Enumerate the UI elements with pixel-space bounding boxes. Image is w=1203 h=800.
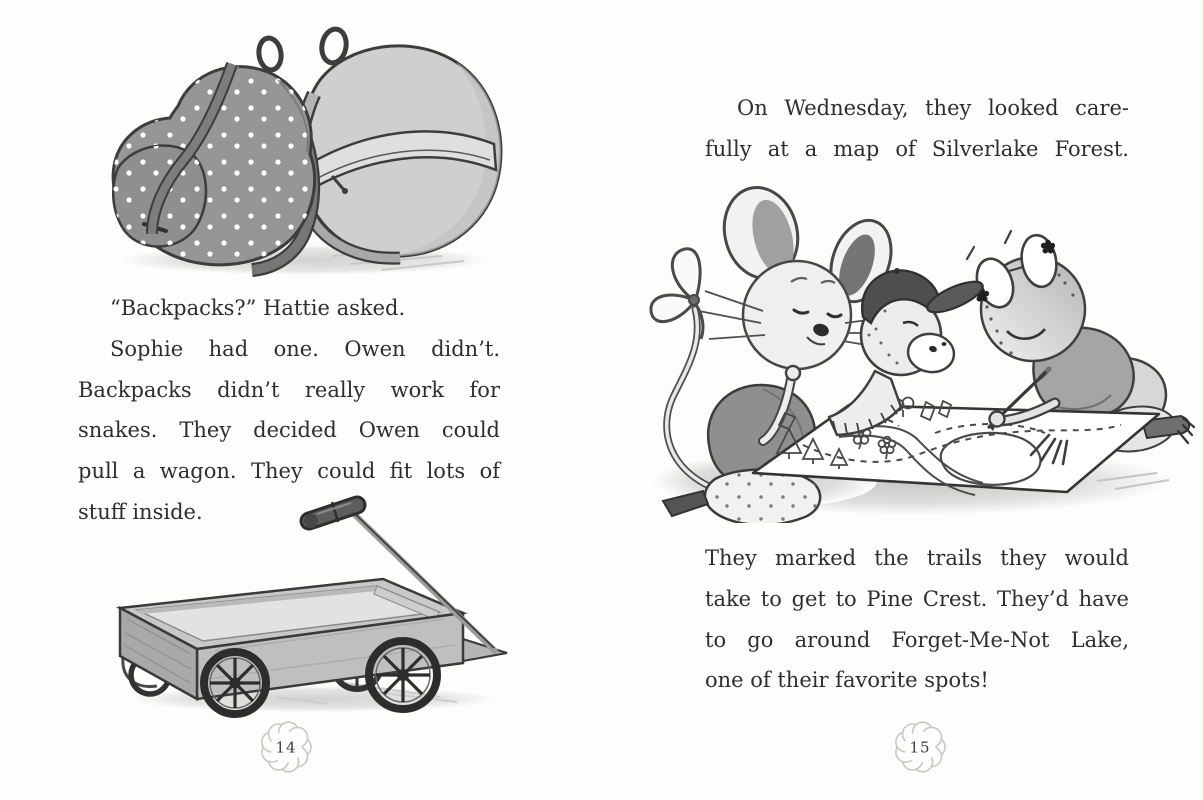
text-line: fully at a map of Silverlake Forest. [705, 136, 1129, 161]
right-page-text-bottom [705, 538, 1129, 701]
text-line: Backpacks didn’t really work for [78, 377, 500, 402]
wagon-illustration [95, 493, 515, 721]
page-number: 14 [275, 738, 297, 757]
page-number-badge-right [893, 720, 947, 774]
text-line: Sophie had one. Owen didn’t. [110, 336, 500, 361]
text-line: They marked the trails they would [705, 546, 1129, 570]
backpacks-illustration [82, 20, 518, 288]
wagon-wheel [204, 652, 266, 714]
map-scene-illustration [645, 183, 1195, 523]
light-backpack [298, 27, 501, 258]
page-number: 15 [909, 738, 931, 757]
wagon-wheel [369, 641, 437, 709]
text-line: On Wednesday, they looked care- [737, 96, 1129, 120]
right-page-text-top [705, 88, 1129, 170]
text-line: one of their favorite spots! [705, 668, 989, 693]
text-line: stuff inside. [78, 499, 203, 524]
text-line: “Backpacks?” Hattie asked. [110, 296, 406, 320]
text-line: take to get to Pine Crest. They’d have [705, 586, 1129, 611]
wagon-body [120, 579, 507, 699]
text-line: to go around Forget-Me-Not Lake, [705, 627, 1129, 652]
dark-backpack [113, 37, 315, 270]
page-number-badge-left [259, 720, 313, 774]
text-line: snakes. They decided Owen could [78, 418, 500, 443]
text-line: pull a wagon. They could fit lots of [78, 459, 500, 484]
